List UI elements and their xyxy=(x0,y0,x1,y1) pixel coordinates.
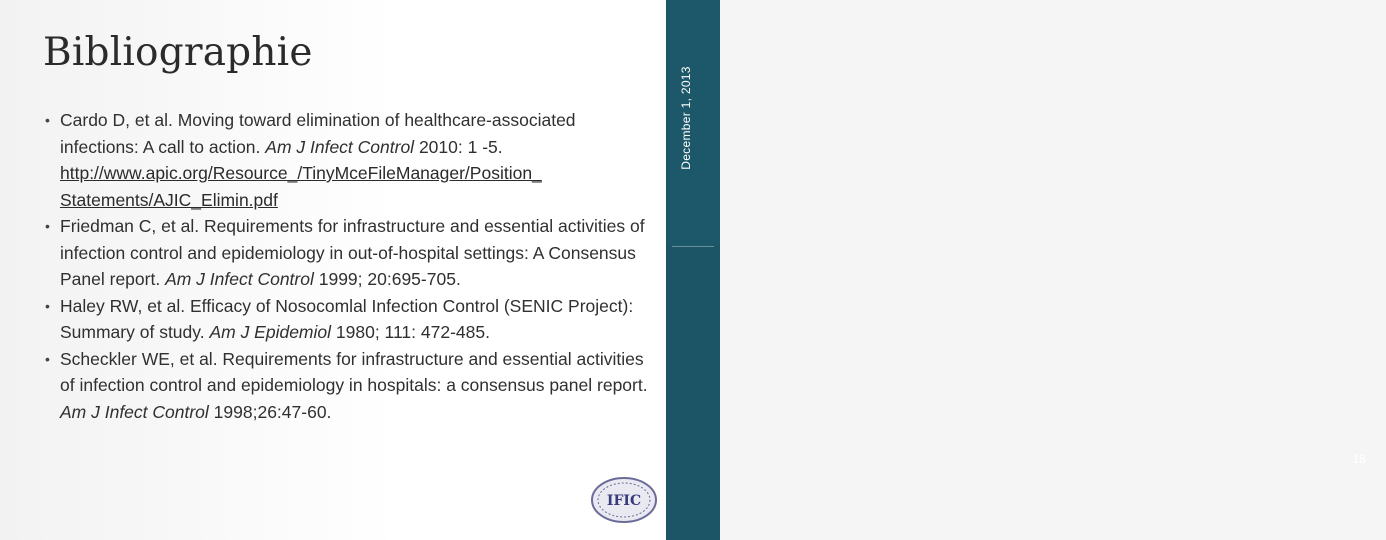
bullet-icon: • xyxy=(45,112,50,128)
sidebar-divider xyxy=(672,246,714,247)
journal-name: Am J Infect Control xyxy=(60,401,209,422)
reference-text: Haley RW, et al. Efficacy of Nosocomlal Infection Control (SENIC Project): Summary of study. xyxy=(60,295,634,342)
reference-text: Scheckler WE, et al. Requirements for infrastructure and essential activities of infection control and epidemiology in hospitals: a consensus panel report. xyxy=(60,348,648,395)
reference-text: Cardo D, et al. Moving toward elimination of healthcare-associated infections: A call to action. xyxy=(60,110,576,157)
reference-item xyxy=(45,293,652,346)
journal-name: Am J Infect Control xyxy=(165,269,314,289)
reference-text: Friedman C, et al. Requirements for infrastructure and essential activities of infection control and epidemiology in out-of-hospital settings: A Consensus Panel report. xyxy=(60,216,645,289)
page-title: Bibliographie xyxy=(43,30,313,75)
reference-link[interactable]: http://www.apic.org/Resource_/TinyMceFileManager/Position_ Statements/AJIC_Elimin.pdf xyxy=(60,163,542,210)
reference-citation: 1999; 20:695-705. xyxy=(313,269,461,289)
reference-item xyxy=(45,213,652,293)
reference-item xyxy=(45,346,652,426)
bullet-icon: • xyxy=(45,350,50,367)
reference-citation: 2010: 1 -5. xyxy=(414,136,503,157)
reference-citation: 1998;26:47-60. xyxy=(208,401,332,422)
bullet-icon: • xyxy=(45,297,50,314)
page-number: 18 xyxy=(1352,452,1366,466)
reference-item xyxy=(45,107,652,213)
logo-text: IFIC xyxy=(606,493,642,509)
date-label: December 1, 2013 xyxy=(679,66,693,170)
ific-logo xyxy=(590,476,658,524)
journal-name: Am J Epidemiol xyxy=(209,322,332,342)
bullet-icon: • xyxy=(45,218,50,234)
reference-citation: 1980; 111: 472-485. xyxy=(331,322,490,342)
journal-name: Am J Infect Control xyxy=(265,136,415,157)
reference-list xyxy=(45,107,652,425)
